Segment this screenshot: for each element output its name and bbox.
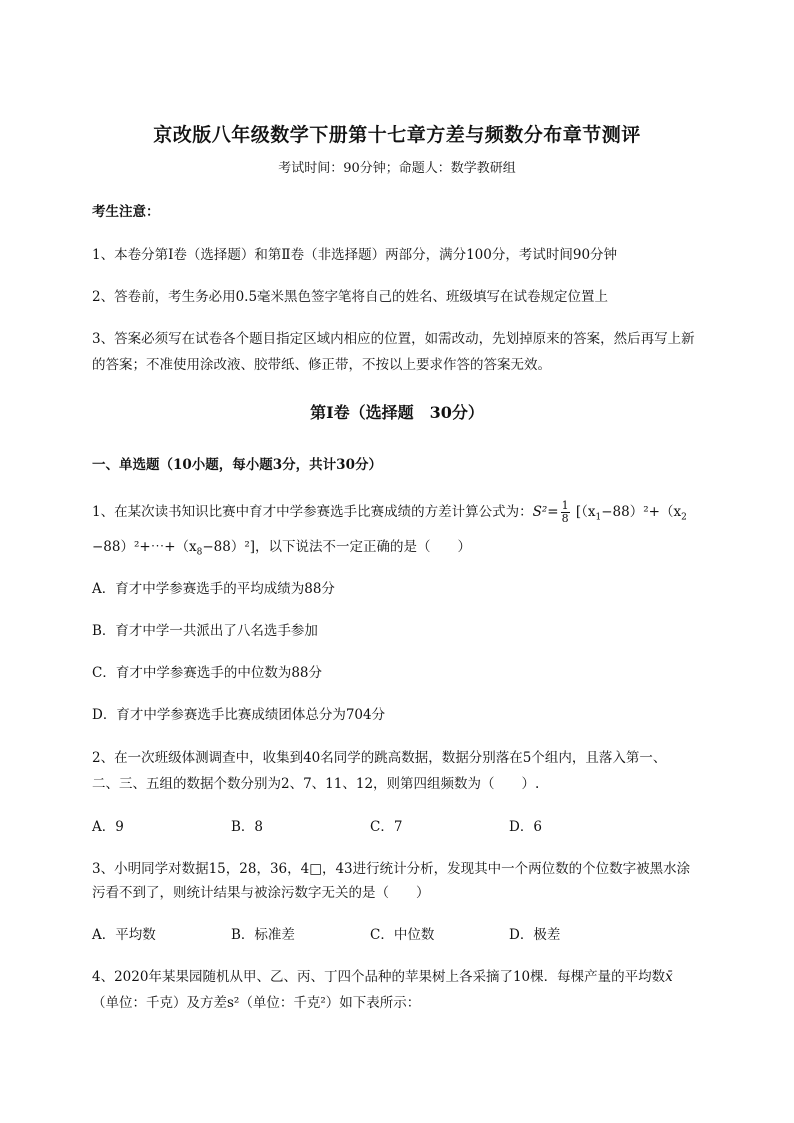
question-1-line-1 — [92, 500, 687, 525]
question-1-prefix: 1、在某次读书知识比赛中育才中学参赛选手比赛成绩的方差计算公式为： — [92, 504, 533, 520]
question-3-option-a: A．平均数 — [92, 927, 156, 943]
fraction-numerator: 1 — [561, 499, 569, 512]
question-3-line-2: 污看不到了，则统计结果与被涂污数字无关的是（ ） — [92, 885, 430, 901]
question-1-option-c: C．育才中学参赛选手的中位数为88分 — [92, 665, 323, 681]
question-1-option-b: B．育才中学一共派出了八名选手参加 — [92, 623, 318, 639]
formula-part-c: −88）²+⋯+（x — [92, 539, 197, 555]
subscript-2: 2 — [681, 512, 687, 523]
question-3-option-c: C．中位数 — [370, 927, 435, 943]
question-2-line-2: 二、三、五组的数据个数分别为2、7、11、12，则第四组频数为（ ）. — [92, 776, 540, 792]
question-2-line-1: 2、在一次班级体测调查中，收集到40名同学的跳高数据，数据分别落在5个组内，且落入第一、 — [92, 750, 667, 766]
question-1-line-2 — [92, 535, 471, 558]
question-1-end: −88）²]，以下说法不一定正确的是（ ） — [202, 539, 472, 555]
question-2-option-c: C．7 — [370, 819, 403, 835]
question-4-text: 4、2020年某果园随机从甲、乙、丙、丁四个品种的苹果树上各采摘了10棵．每棵产量的平均数 — [92, 969, 666, 985]
notice-item-3-line-2: 的答案；不准使用涂改液、胶带纸、修正带，不按以上要求作答的答案无效。 — [92, 357, 551, 373]
notice-heading: 考生注意： — [92, 204, 160, 220]
variance-symbol: S²= — [532, 504, 559, 520]
mean-symbol: x̄ — [665, 969, 673, 985]
question-4-line-2: （单位：千克）及方差s²（单位：千克²）如下表所示： — [92, 995, 421, 1011]
question-2-option-b: B．8 — [231, 819, 264, 835]
question-3-option-d: D．极差 — [509, 927, 561, 943]
fraction-denominator: 8 — [561, 512, 569, 525]
formula-part-a: [（x — [575, 504, 596, 520]
page-subtitle: 考试时间：90分钟；命题人：数学教研组 — [278, 161, 516, 176]
notice-item-2: 2、答卷前，考生务必用0.5毫米黑色签字笔将自己的姓名、班级填写在试卷规定位置上 — [92, 289, 609, 305]
notice-item-1: 1、本卷分第I卷（选择题）和第Ⅱ卷（非选择题）两部分，满分100分，考试时间90分钟 — [92, 247, 618, 263]
question-3-line-1: 3、小明同学对数据15，28，36，4□，43进行统计分析，发现其中一个两位数的个位数字被黑水涂 — [92, 861, 691, 877]
question-1-option-a: A．育才中学参赛选手的平均成绩为88分 — [92, 581, 335, 597]
question-4-line-1 — [92, 965, 673, 985]
section-title: 第I卷（选择题 30分） — [310, 403, 484, 422]
question-2-option-d: D．6 — [509, 819, 542, 835]
question-2-option-a: A．9 — [92, 819, 124, 835]
question-1-option-d: D．育才中学参赛选手比赛成绩团体总分为704分 — [92, 707, 386, 723]
formula-part-b: −88）²+（x — [601, 504, 682, 520]
subscript-1: 1 — [595, 512, 602, 523]
page-title: 京改版八年级数学下册第十七章方差与频数分布章节测评 — [153, 124, 641, 146]
part-heading: 一、单选题（10小题，每小题3分，共计30分） — [92, 457, 382, 473]
notice-item-3-line-1: 3、答案必须写在试卷各个题目指定区域内相应的位置，如需改动，先划掉原来的答案，然后再写上新 — [92, 331, 695, 347]
subscript-8: 8 — [196, 547, 203, 558]
question-3-option-b: B．标准差 — [231, 927, 295, 943]
fraction — [561, 500, 570, 525]
